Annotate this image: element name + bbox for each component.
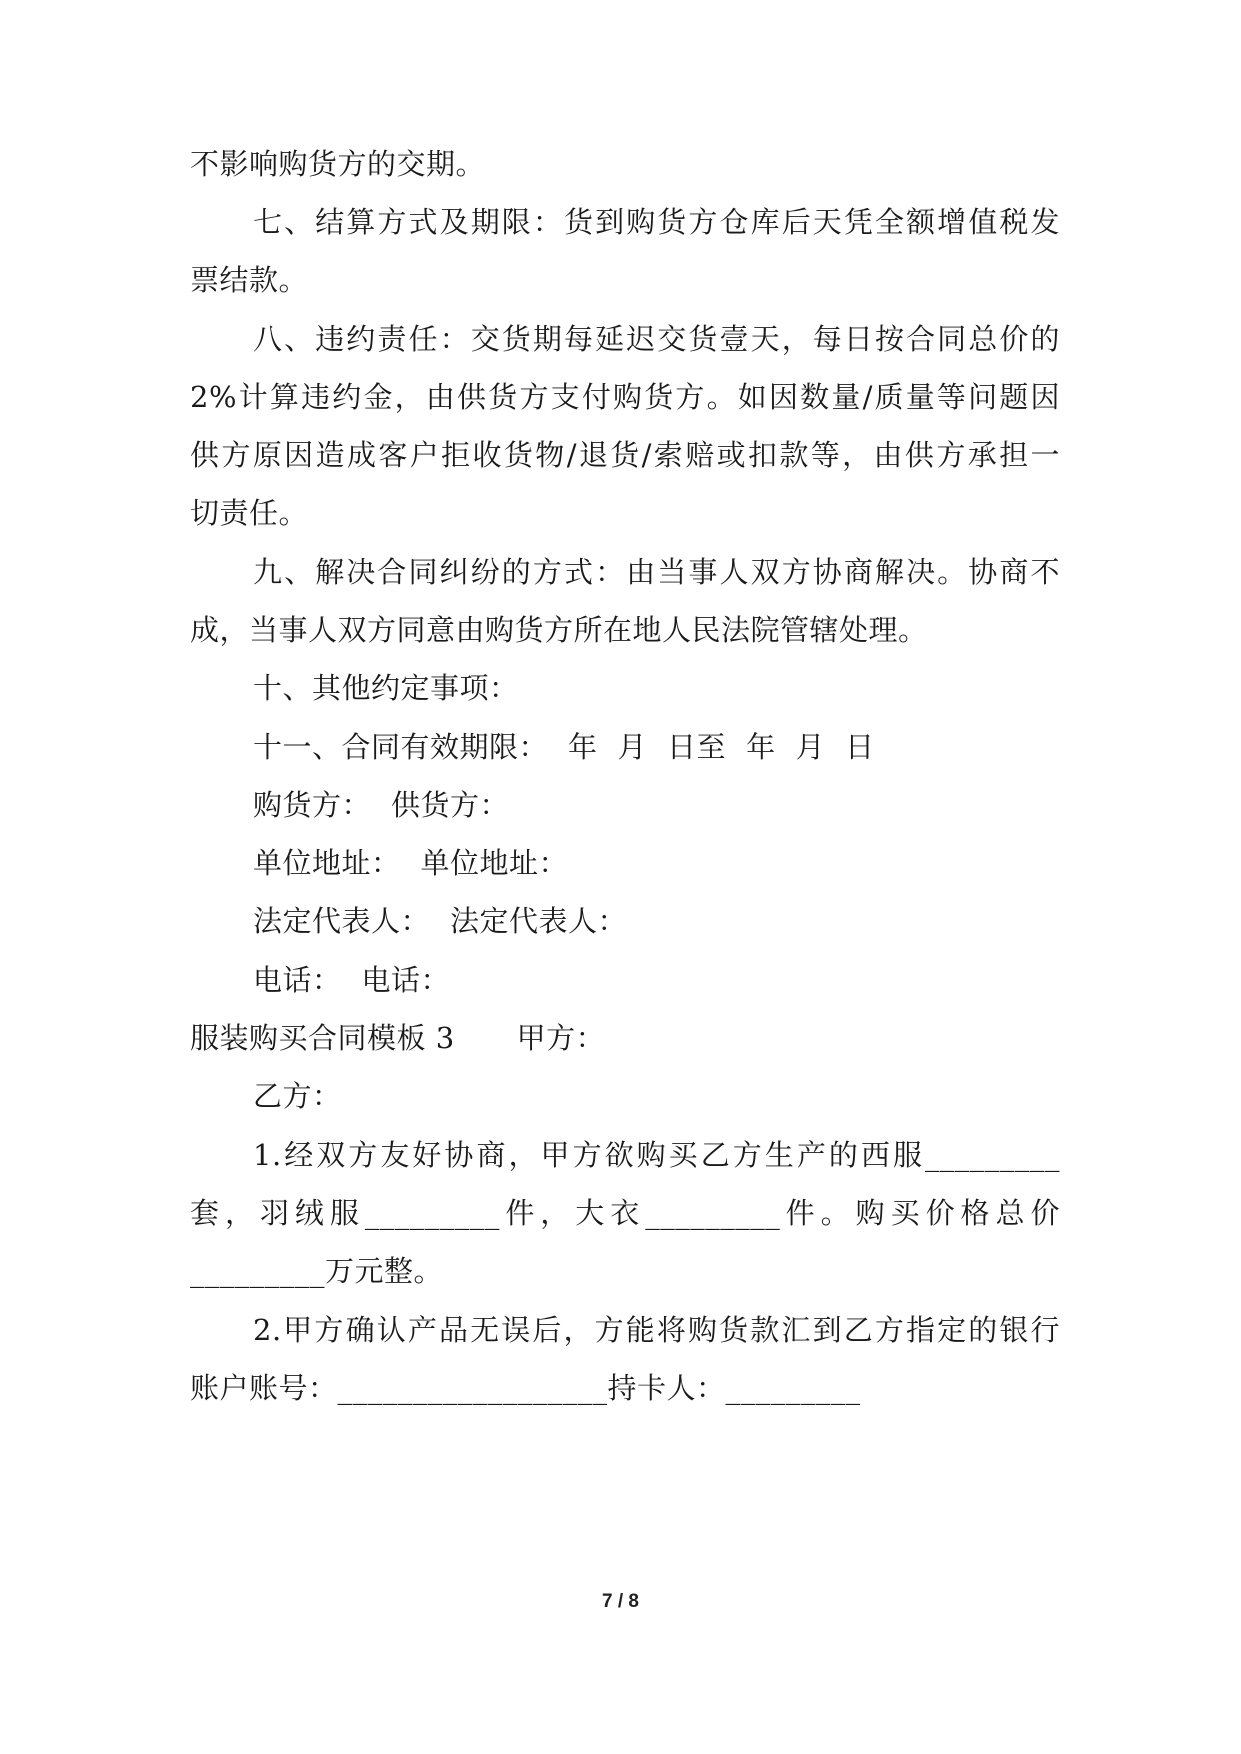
signature-address: [253, 843, 1060, 883]
clause-9-line-2: 成，当事人双方同意由购货方所在地人民法院管辖处理。: [190, 613, 928, 647]
buyer-rep-label: 法定代表人：: [253, 904, 431, 938]
validity-month-1: 月: [617, 730, 648, 764]
signature-representative: [253, 901, 1060, 941]
party-b-label: 乙方：: [253, 1079, 342, 1113]
validity-label: 十一、合同有效期限：: [253, 730, 549, 764]
validity-day-1: 日至: [667, 730, 727, 764]
buyer-label: 购货方：: [253, 788, 372, 822]
clause-1-line-2: 套，羽绒服_________件，大衣_________件。购买价格总价: [190, 1196, 1060, 1230]
buyer-phone-label: 电话：: [253, 963, 342, 997]
buyer-address-label: 单位地址：: [253, 846, 401, 880]
clause-2-line-2: 账户账号：__________________持卡人：_________: [190, 1371, 861, 1405]
clause-9-line-1: 九、解决合同纠纷的方式：由当事人双方协商解决。协商不: [253, 555, 1060, 589]
page-number: 7 / 8: [602, 1591, 639, 1612]
template-3-title: 服装购买合同模板 3: [190, 1021, 455, 1055]
validity-year-2: 年: [746, 730, 776, 764]
clause-2-line-1: 2.甲方确认产品无误后，方能将购货款汇到乙方指定的银行: [253, 1313, 1060, 1347]
paragraph-line: 不影响购货方的交期。: [190, 147, 486, 181]
signature-phone: [253, 960, 1060, 1000]
clause-8-line-2: 2%计算违约金，由供货方支付购货方。如因数量/质量等问题因: [190, 380, 1060, 414]
supplier-label: 供货方：: [391, 788, 510, 822]
validity-day-2: 日: [845, 730, 875, 764]
clause-7-line-2: 票结款。: [190, 263, 309, 297]
clause-10: 十、其他约定事项：: [253, 671, 519, 705]
supplier-address-label: 单位地址：: [420, 846, 569, 880]
clause-11-validity: [253, 727, 1060, 767]
signature-parties: [253, 785, 1060, 825]
supplier-phone-label: 电话：: [361, 963, 451, 997]
validity-month-2: 月: [795, 730, 826, 764]
clause-8-line-3: 供方原因造成客户拒收货物/退货/索赔或扣款等，由供方承担一: [190, 438, 1060, 472]
template-3-header: [190, 1018, 1060, 1058]
clause-1-line-1: 1.经双方友好协商，甲方欲购买乙方生产的西服_________: [253, 1138, 1060, 1172]
supplier-rep-label: 法定代表人：: [450, 904, 628, 938]
clause-7-line-1: 七、结算方式及期限：货到购货方仓库后天凭全额增值税发: [253, 205, 1060, 239]
clause-8-line-1: 八、违约责任：交货期每延迟交货壹天，每日按合同总价的: [253, 322, 1060, 356]
party-a-label: 甲方：: [516, 1021, 606, 1055]
clause-1-line-3: _________万元整。: [190, 1254, 444, 1288]
clause-8-line-4: 切责任。: [190, 496, 309, 530]
validity-year-1: 年: [568, 730, 598, 764]
